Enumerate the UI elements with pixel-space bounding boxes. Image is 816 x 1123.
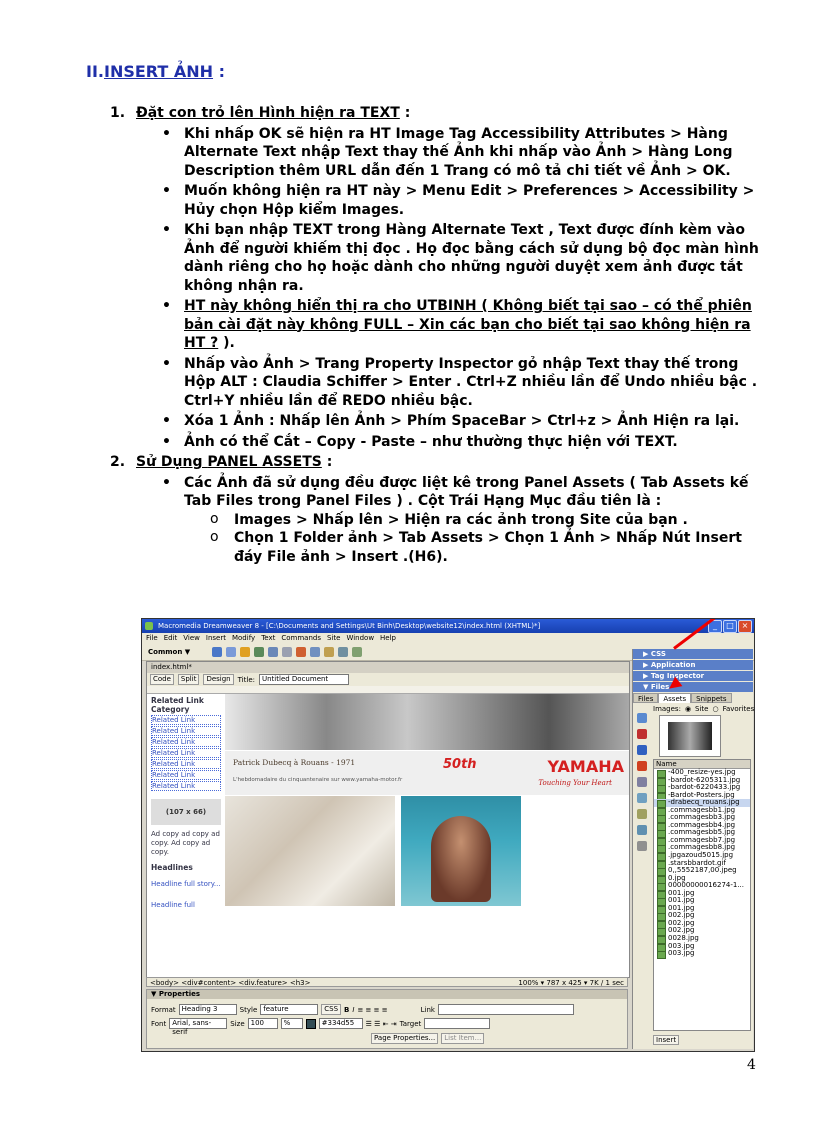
window-title: Macromedia Dreamweaver 8 - [C:\Documents and Settings\Ut Binh\Desktop\website12\index.html (XHTML)*] [158, 622, 541, 630]
menu-file[interactable]: File [146, 634, 158, 642]
file-item[interactable]: .commagesbb8.jpg [654, 844, 750, 852]
hyperlink-icon[interactable] [212, 647, 222, 657]
panel-application[interactable]: ▶ Application [633, 660, 753, 670]
image-icon[interactable] [282, 647, 292, 657]
file-item[interactable]: 0.jpg [654, 875, 750, 883]
comment-icon[interactable] [324, 647, 334, 657]
page-sidebar: Related Link Category Related Link Related Link Related Link Related Link Related Link Related Link Related Link (107 x 66) Ad copy ad copy ad copy. Ad copy ad copy. Headlines Headline full story... Headline full [147, 694, 225, 977]
scripts-category-icon[interactable] [637, 809, 647, 819]
related-link[interactable]: Related Link [151, 759, 221, 769]
related-link[interactable]: Related Link [151, 737, 221, 747]
bullet: • Muốn không hiện ra HT này > Menu Edit > Preferences > Accessibility > Hủy chọn Hộp kiểm Images. [158, 182, 770, 219]
bullet: • Khi bạn nhập TEXT trong Hàng Alternate Text , Text được đính kèm vào Ảnh để người khiếm thị đọc . Họ đọc bằng cách sử dụng bộ đọc màn hình dành riêng cho họ hoặc dành cho những người duyệt xem ảnh được tắt không nhận ra. [158, 221, 770, 295]
file-item[interactable]: 001.jpg [654, 897, 750, 905]
file-item[interactable]: .commagesbb3.jpg [654, 814, 750, 822]
item-2-heading: 2. Sử Dụng PANEL ASSETS : [110, 454, 333, 470]
style-select[interactable]: feature [260, 1004, 318, 1015]
list-item-button[interactable]: List Item... [441, 1033, 484, 1044]
library-category-icon[interactable] [637, 841, 647, 851]
window-titlebar [142, 619, 754, 633]
size-select[interactable]: 100 [248, 1018, 278, 1029]
align-icon[interactable]: ≡ ≡ ≡ ≡ [357, 1005, 388, 1014]
related-link[interactable]: Related Link [151, 715, 221, 725]
insert-button[interactable]: Insert [653, 1035, 679, 1045]
menu-bar [142, 633, 754, 644]
sub-bullets [184, 511, 770, 567]
colors-category-icon[interactable] [637, 729, 647, 739]
file-item[interactable]: .jpgazoud5015.jpg [654, 852, 750, 860]
menu-commands[interactable]: Commands [281, 634, 321, 642]
sub-bullet: o Chọn 1 Folder ảnh > Tab Assets > Chọn 1 Ảnh > Nhấp Nút Insert đáy File ảnh > Insert .(H6). [208, 529, 770, 566]
page-main [225, 694, 629, 977]
beach-photo[interactable] [225, 796, 395, 906]
document-body [110, 104, 770, 568]
page-properties-button[interactable]: Page Properties... [371, 1033, 438, 1044]
file-item[interactable]: 001.jpg [654, 890, 750, 898]
status-bar [146, 977, 628, 987]
ad-copy: Ad copy ad copy ad copy. Ad copy ad copy. [151, 830, 220, 856]
ruler [147, 686, 629, 694]
headline-link[interactable]: Headline full [151, 901, 195, 909]
menu-help[interactable]: Help [380, 634, 397, 642]
section-heading [86, 62, 225, 81]
document-tab[interactable]: index.html* [147, 662, 629, 673]
bold-icon[interactable]: B [344, 1005, 350, 1014]
related-link[interactable]: Related Link [151, 781, 221, 791]
file-item[interactable]: -drabecq_rouans.jpg [654, 799, 750, 807]
tab-files[interactable]: Files [633, 693, 658, 703]
file-item[interactable]: 003.jpg [654, 943, 750, 951]
date-icon[interactable] [310, 647, 320, 657]
title-label: Title: [237, 675, 255, 684]
tag-chooser-icon[interactable] [352, 647, 362, 657]
section-title: INSERT ẢNH [103, 62, 214, 81]
file-item[interactable]: 0,,5552187,00.jpeg [654, 867, 750, 875]
file-item[interactable]: .commagesbb4.jpg [654, 822, 750, 830]
flash-category-icon[interactable] [637, 761, 647, 771]
font-select[interactable]: Arial, sans-serif [169, 1018, 227, 1029]
status-info: 100% ▾ 787 x 425 ▾ 7K / 1 sec [518, 979, 624, 987]
panel-tag-inspector[interactable]: ▶ Tag Inspector [633, 671, 753, 681]
portrait-photo[interactable] [401, 796, 521, 906]
media-icon[interactable] [296, 647, 306, 657]
related-link[interactable]: Related Link [151, 770, 221, 780]
file-item[interactable]: -400_resize-yes.jpg [654, 769, 750, 777]
list-icon[interactable]: ☰ ☰ ⇤ ⇥ [365, 1019, 397, 1028]
file-item[interactable]: -bardot-6220433.jpg [654, 784, 750, 792]
menu-window[interactable]: Window [346, 634, 375, 642]
italic-icon[interactable]: I [352, 1005, 355, 1014]
menu-text[interactable]: Text [261, 634, 276, 642]
file-item[interactable]: .commagesbb1.jpg [654, 807, 750, 815]
menu-insert[interactable]: Insert [205, 634, 226, 642]
headline-link[interactable]: Headline full story... [151, 880, 221, 888]
menu-view[interactable]: View [183, 634, 200, 642]
files-tabs [633, 693, 753, 703]
minimize-icon[interactable]: _ [708, 620, 722, 633]
color-input[interactable]: #334d55 [319, 1018, 363, 1029]
item-2-bullets [110, 474, 770, 567]
email-icon[interactable] [226, 647, 236, 657]
file-item[interactable]: 002.jpg [654, 912, 750, 920]
bullet: • Xóa 1 Ảnh : Nhấp lên Ảnh > Phím SpaceBar > Ctrl+z > Ảnh Hiện ra lại. [158, 412, 770, 431]
panel-files[interactable]: ▼ Files [633, 682, 753, 692]
movies-category-icon[interactable] [637, 793, 647, 803]
document-toolbar [147, 673, 629, 686]
yamaha-banner[interactable]: Patrick Dubecq à Rouans - 1971 L'hebdomadaire du cinquantenaire sur www.yamaha-motor.fr 50th YAMAHA Touching Your Heart [225, 751, 629, 795]
section-suffix: : [213, 62, 225, 81]
file-item[interactable]: 003.jpg [654, 950, 750, 958]
bullet: • Các Ảnh đã sử dụng đều được liệt kê trong Panel Assets ( Tab Assets kế Tab Files trong Panel Files ) . Cột Trái Hạng Mục đầu tiên là : o Images > Nhấp lên > Hiện ra các ảnh trong Site của bạn . o Chọn 1 Folder ảnh > Tab Assets > Chọn 1 Ảnh > Nhấp Nút Insert đáy File ảnh > Insert .(H6). [158, 474, 770, 567]
table-icon[interactable] [254, 647, 264, 657]
templates-icon[interactable] [338, 647, 348, 657]
asset-file-list: Name -400_resize-yes.jpg -bardot-6205311.jpg -bardot-6220433.jpg -Bardot-Posters.jpg -drabecq_rouans.jpg .commagesbb1.jpg .commagesbb3.jpg .commagesbb4.jpg .commagesbb5.jpg .commagesbb7.jpg .commagesbb8.jpg .jpgazoud5015.jpg .starsbbardot.gif 0,,5552187,00.jpeg 0.jpg 00000000016274-1... 001.jpg 001.jpg 001.jpg 002.jpg 002.jpg 002.jpg 0028.jpg 003.jpg 003.jpg [653, 759, 751, 1031]
bullet: • Khi nhấp OK sẽ hiện ra HT Image Tag Accessibility Attributes > Hàng Alternate Text nhập Text thay thế Ảnh khi nhấp vào Ảnh > Hàng Long Description thêm URL dẫn đến 1 Trang có mô tả chi tiết về Ảnh > OK. [158, 125, 770, 181]
radio-favorites[interactable]: ○ [712, 705, 719, 713]
maximize-icon[interactable]: □ [723, 620, 737, 633]
item-1-title: Đặt con trỏ lên Hình hiện ra TEXT [136, 105, 400, 121]
file-item[interactable]: 002.jpg [654, 927, 750, 935]
image-placeholder[interactable]: (107 x 66) [151, 799, 221, 825]
tab-snippets[interactable]: Snippets [691, 693, 731, 703]
design-view-button[interactable]: Design [203, 674, 233, 685]
file-item[interactable]: 002.jpg [654, 920, 750, 928]
format-select[interactable]: Heading 3 [179, 1004, 237, 1015]
file-item[interactable]: .commagesbb5.jpg [654, 829, 750, 837]
radio-site[interactable]: ◉ [684, 705, 692, 713]
css-button[interactable]: CSS [321, 1004, 341, 1015]
title-input[interactable]: Untitled Document [259, 674, 349, 685]
target-select[interactable] [424, 1018, 490, 1029]
split-view-button[interactable]: Split [178, 674, 200, 685]
asset-preview [659, 715, 721, 757]
sub-bullet: o Images > Nhấp lên > Hiện ra các ảnh trong Site của bạn . [208, 511, 770, 530]
file-item[interactable]: -bardot-6205311.jpg [654, 777, 750, 785]
dreamweaver-icon [145, 622, 153, 630]
file-item[interactable]: 001.jpg [654, 905, 750, 913]
menu-modify[interactable]: Modify [231, 634, 256, 642]
insert-category[interactable]: Common ▼ [148, 648, 191, 656]
document-window [146, 661, 630, 978]
templates-category-icon[interactable] [637, 825, 647, 835]
tab-assets[interactable]: Assets [658, 693, 691, 703]
file-item[interactable]: 00000000016274-1... [654, 882, 750, 890]
tag-selector[interactable]: <body> <div#content> <div.feature> <h3> [150, 979, 311, 987]
bullet: • Nhấp vào Ảnh > Trang Property Inspector gỏ nhập Text thay thế trong Hộp ALT : Claudia Schiffer > Enter . Ctrl+Z nhiều lần để Undo nhiều bậc . Ctrl+Y nhiều lần để REDO nhiều bậc. [158, 355, 770, 411]
urls-category-icon[interactable] [637, 745, 647, 755]
anchor-icon[interactable] [240, 647, 250, 657]
related-link[interactable]: Related Link [151, 748, 221, 758]
file-item[interactable]: -Bardot-Posters.jpg [654, 792, 750, 800]
panel-css[interactable]: ▶ CSS [633, 649, 753, 659]
color-swatch[interactable] [306, 1019, 316, 1029]
dreamweaver-screenshot [141, 618, 755, 1052]
item-1-heading: 1. Đặt con trỏ lên Hình hiện ra TEXT : [110, 105, 411, 121]
images-category-icon[interactable] [637, 713, 647, 723]
properties-header[interactable]: ▼ Properties [147, 990, 627, 999]
assets-footer [653, 1035, 749, 1045]
related-link[interactable]: Related Link [151, 726, 221, 736]
asset-category-icons [637, 713, 649, 851]
code-view-button[interactable]: Code [150, 674, 174, 685]
item-1-bullets [110, 125, 770, 452]
unit-select[interactable]: % [281, 1018, 303, 1029]
menu-edit[interactable]: Edit [163, 634, 178, 642]
section-prefix: II. [86, 62, 104, 81]
menu-site[interactable]: Site [326, 634, 341, 642]
file-item[interactable]: .commagesbb7.jpg [654, 837, 750, 845]
bullet: • Ảnh có thể Cắt – Copy - Paste – như thường thực hiện với TEXT. [158, 433, 770, 452]
panel-dock: ▶ CSS ▶ Application ▶ Tag Inspector ▼ Files Files Assets Snippets Images: ◉ Site ○ Favorites Name -400_resize-yes.jpg -bardot-6205311.jpg -bardot-6220433.jpg -Bardot-Posters.jpg -drabecq_rouans.jpg .commagesbb1.jpg .commagesbb3.jpg .commagesbb4.jpg .commagesbb5.jpg .commagesbb7.jpg .commagesbb8.jpg .jpgazoud5015.jpg .starsbbardot.gif 0,,5552187,00.jpeg 0.jpg 00000000016274-1... 001.jpg 001.jpg 001.jpg 002.jpg 002.jpg 002.jpg 0028.jpg 003.jpg 003.jpg Insert [632, 649, 753, 1049]
yamaha-logo: YAMAHA [547, 757, 624, 776]
item-2-title: PANEL ASSETS [207, 454, 322, 470]
motorbike-photo[interactable] [225, 694, 629, 750]
link-input[interactable] [438, 1004, 574, 1015]
page-number: 4 [747, 1057, 756, 1073]
close-icon[interactable]: × [738, 620, 752, 633]
property-inspector: ▼ Properties Format Heading 3 Style feature CSS B I ≡ ≡ ≡ ≡ Link Font Arial, sans-serif Size 100 % #334d55 ☰ ☰ ⇤ ⇥ Target Page Properties... List Item... [146, 989, 628, 1049]
bullet: • HT này không hiển thị ra cho UTBINH ( Không biết tại sao – có thể phiên bản cài đặt này không FULL – Xin các bạn cho biết tại sao không hiện ra HT ? ). [158, 297, 770, 353]
shockwave-category-icon[interactable] [637, 777, 647, 787]
file-item[interactable]: .starsbbardot.gif [654, 860, 750, 868]
layer-icon[interactable] [268, 647, 278, 657]
file-item[interactable]: 0028.jpg [654, 935, 750, 943]
